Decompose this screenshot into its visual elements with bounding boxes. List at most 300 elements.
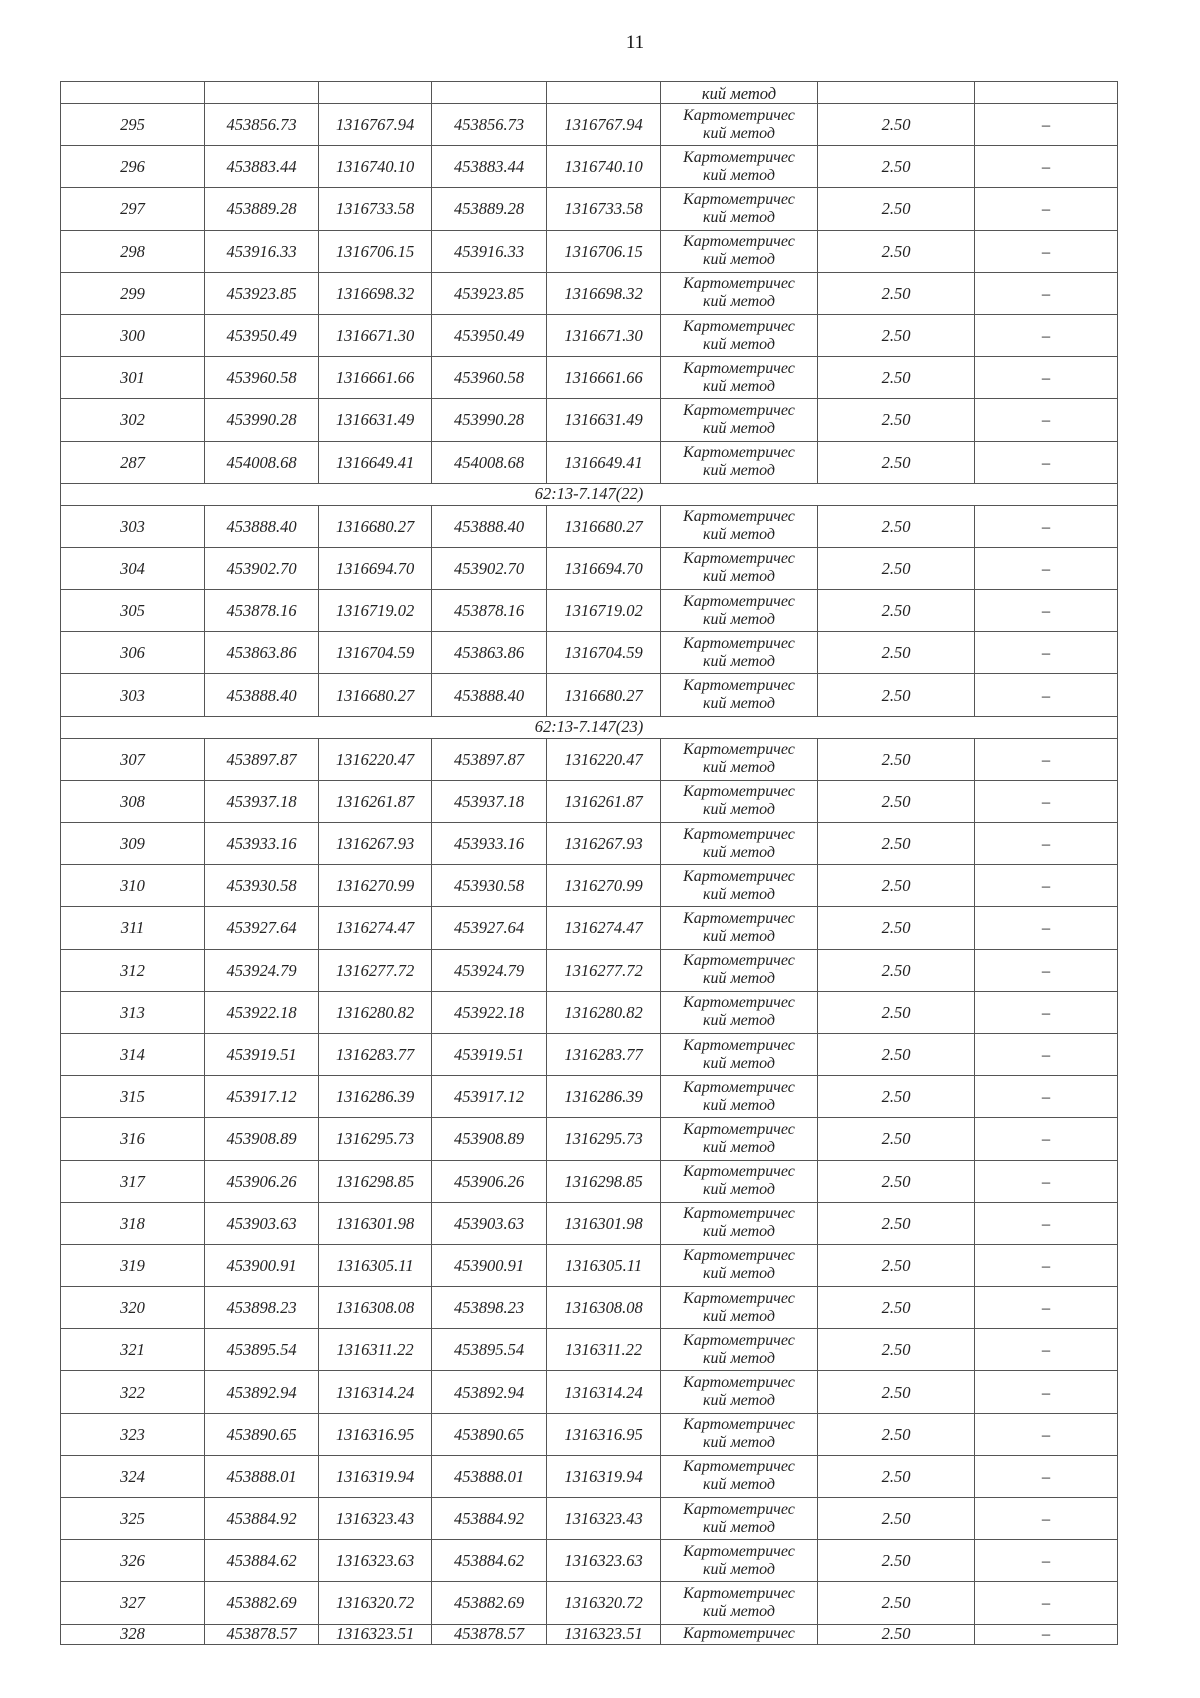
cell-method	[661, 1329, 818, 1371]
method-line-1: Картометричес	[683, 359, 795, 377]
method-line-1: Картометричес	[683, 677, 795, 695]
cell-x-existing: 453884.62	[205, 1540, 319, 1582]
cell-x-existing: 453883.44	[205, 146, 319, 188]
method-line-2: кий метод	[702, 1096, 776, 1114]
cell-method	[661, 1202, 818, 1244]
method-line-2: кий метод	[702, 526, 776, 544]
cell-method	[661, 1160, 818, 1202]
method-line-2: кий метод	[702, 166, 776, 184]
cell-x-refined: 453884.62	[432, 1540, 547, 1582]
cell-x-refined: 453923.85	[432, 272, 547, 314]
cell-method	[661, 104, 818, 146]
cell-point-number: 300	[61, 314, 205, 356]
cell-x-refined: 453960.58	[432, 357, 547, 399]
table-row	[61, 1455, 1118, 1497]
cell-accuracy: 2.50	[818, 230, 975, 272]
cell-y-existing: 1316719.02	[319, 590, 432, 632]
cell-point-number: 303	[61, 674, 205, 716]
cell-accuracy: 2.50	[818, 272, 975, 314]
cell-y-refined: 1316283.77	[547, 1033, 661, 1075]
cell-x-existing: 453927.64	[205, 907, 319, 949]
cell-x-refined: 453892.94	[432, 1371, 547, 1413]
cell-y-refined: 1316733.58	[547, 188, 661, 230]
cell-y-refined: 1316277.72	[547, 949, 661, 991]
method-line-2: кий метод	[702, 419, 776, 437]
cell-y-existing: 1316305.11	[319, 1244, 432, 1286]
cell-accuracy: 2.50	[818, 505, 975, 547]
cell-note: –	[975, 1329, 1118, 1371]
method-line-1: Картометричес	[683, 909, 795, 927]
cell-y-existing: 1316706.15	[319, 230, 432, 272]
cell-y-existing: 1316311.22	[319, 1329, 432, 1371]
cell-accuracy: 2.50	[818, 1287, 975, 1329]
cell-method	[661, 230, 818, 272]
cell-x-existing: 453890.65	[205, 1413, 319, 1455]
cell-y-existing: 1316680.27	[319, 505, 432, 547]
method-line-1: Картометричес	[683, 592, 795, 610]
cell-note: –	[975, 146, 1118, 188]
method-line-1: Картометричес	[683, 1458, 795, 1476]
method-line-1: Картометричес	[683, 317, 795, 335]
cell-y-refined: 1316767.94	[547, 104, 661, 146]
continuation-row	[61, 82, 1118, 104]
cell-method	[661, 738, 818, 780]
cell-note: –	[975, 1244, 1118, 1286]
cell-x-refined: 453922.18	[432, 991, 547, 1033]
cell-note: –	[975, 188, 1118, 230]
method-line-2: кий метод	[702, 1138, 776, 1156]
cell-y-existing: 1316320.72	[319, 1582, 432, 1624]
table-row	[61, 188, 1118, 230]
cell-accuracy: 2.50	[818, 865, 975, 907]
cell-x-refined: 453933.16	[432, 823, 547, 865]
cell-empty	[205, 82, 319, 104]
cell-note: –	[975, 1582, 1118, 1624]
cell-point-number: 308	[61, 780, 205, 822]
cell-y-existing: 1316671.30	[319, 314, 432, 356]
cell-y-existing: 1316704.59	[319, 632, 432, 674]
cell-method	[661, 1455, 818, 1497]
cell-method	[661, 780, 818, 822]
cell-accuracy: 2.50	[818, 674, 975, 716]
cell-x-existing: 453937.18	[205, 780, 319, 822]
cell-x-existing: 453930.58	[205, 865, 319, 907]
table-row	[61, 272, 1118, 314]
table-row	[61, 1624, 1118, 1644]
cell-point-number: 295	[61, 104, 205, 146]
cell-accuracy: 2.50	[818, 1244, 975, 1286]
cell-x-refined: 453937.18	[432, 780, 547, 822]
table-row	[61, 674, 1118, 716]
cell-method	[661, 632, 818, 674]
cell-note: –	[975, 1624, 1118, 1644]
cell-x-refined: 453863.86	[432, 632, 547, 674]
cell-x-existing: 453990.28	[205, 399, 319, 441]
cell-method	[661, 357, 818, 399]
cell-y-existing: 1316323.63	[319, 1540, 432, 1582]
method-line-2: кий метод	[702, 124, 776, 142]
cell-method	[661, 674, 818, 716]
cell-empty	[319, 82, 432, 104]
cell-y-refined: 1316311.22	[547, 1329, 661, 1371]
cell-x-existing: 453888.40	[205, 505, 319, 547]
cell-method	[661, 547, 818, 589]
cell-y-existing: 1316314.24	[319, 1371, 432, 1413]
cell-note: –	[975, 1076, 1118, 1118]
cell-note: –	[975, 823, 1118, 865]
method-line-1: Картометричес	[683, 1120, 795, 1138]
cell-x-existing: 453906.26	[205, 1160, 319, 1202]
cell-point-number: 322	[61, 1371, 205, 1413]
cell-point-number: 302	[61, 399, 205, 441]
cell-accuracy: 2.50	[818, 1455, 975, 1497]
cell-x-refined: 453903.63	[432, 1202, 547, 1244]
cell-method	[661, 1582, 818, 1624]
method-line-1: Картометричес	[683, 1205, 795, 1223]
method-line-1: Картометричес	[683, 1584, 795, 1602]
method-line-2: кий метод	[702, 1307, 776, 1325]
cell-empty	[818, 82, 975, 104]
cell-method	[661, 1118, 818, 1160]
cell-accuracy: 2.50	[818, 1033, 975, 1075]
cell-accuracy: 2.50	[818, 632, 975, 674]
cell-note: –	[975, 357, 1118, 399]
cell-note: –	[975, 1033, 1118, 1075]
cell-x-existing: 453916.33	[205, 230, 319, 272]
cell-x-refined: 453888.40	[432, 505, 547, 547]
cell-y-refined: 1316316.95	[547, 1413, 661, 1455]
table-row	[61, 1160, 1118, 1202]
method-line-2: кий метод	[702, 801, 776, 819]
table-row	[61, 1498, 1118, 1540]
section-header-row	[61, 716, 1118, 738]
cell-point-number: 327	[61, 1582, 205, 1624]
cell-accuracy: 2.50	[818, 1498, 975, 1540]
cell-point-number: 320	[61, 1287, 205, 1329]
cell-x-existing: 453922.18	[205, 991, 319, 1033]
method-line-1: Картометричес	[683, 275, 795, 293]
table-row	[61, 991, 1118, 1033]
cell-x-existing: 453878.57	[205, 1624, 319, 1644]
method-line-1: Картометричес	[683, 1036, 795, 1054]
cell-x-refined: 453898.23	[432, 1287, 547, 1329]
cell-y-refined: 1316280.82	[547, 991, 661, 1033]
page-number: 11	[625, 32, 645, 53]
cell-accuracy: 2.50	[818, 146, 975, 188]
cell-point-number: 321	[61, 1329, 205, 1371]
cell-y-refined: 1316261.87	[547, 780, 661, 822]
method-line-1: Картометричес	[683, 401, 795, 419]
method-line-2: кий метод	[702, 843, 776, 861]
method-line-1: Картометричес	[683, 783, 795, 801]
section-header-row	[61, 483, 1118, 505]
table-row	[61, 738, 1118, 780]
cell-x-existing: 453924.79	[205, 949, 319, 991]
table-row	[61, 1413, 1118, 1455]
table-row	[61, 1540, 1118, 1582]
method-line-1: Картометричес	[683, 148, 795, 166]
cell-x-refined: 453889.28	[432, 188, 547, 230]
cell-empty	[547, 82, 661, 104]
cell-x-existing: 453917.12	[205, 1076, 319, 1118]
cell-x-existing: 453923.85	[205, 272, 319, 314]
method-line-1: Картометричес	[683, 233, 795, 251]
cell-point-number: 304	[61, 547, 205, 589]
cell-method	[661, 272, 818, 314]
coordinates-table-body	[61, 82, 1118, 1645]
cell-note: –	[975, 632, 1118, 674]
cell-note: –	[975, 272, 1118, 314]
cell-x-refined: 453856.73	[432, 104, 547, 146]
table-row	[61, 865, 1118, 907]
method-line-1: Картометричес	[683, 508, 795, 526]
table-row	[61, 441, 1118, 483]
cell-note: –	[975, 907, 1118, 949]
method-line-2: кий метод	[702, 1392, 776, 1410]
cell-y-existing: 1316661.66	[319, 357, 432, 399]
section-label: 62:13-7.147(23)	[61, 716, 1118, 738]
method-line-2: кий метод	[702, 1602, 776, 1620]
cell-accuracy: 2.50	[818, 1624, 975, 1644]
cell-x-refined: 453916.33	[432, 230, 547, 272]
cell-y-existing: 1316323.43	[319, 1498, 432, 1540]
cell-accuracy: 2.50	[818, 907, 975, 949]
cell-empty	[61, 82, 205, 104]
cell-point-number: 325	[61, 1498, 205, 1540]
cell-x-refined: 453897.87	[432, 738, 547, 780]
cell-x-refined: 453888.40	[432, 674, 547, 716]
method-line-2: кий метод	[702, 1476, 776, 1494]
cell-method	[661, 1244, 818, 1286]
cell-x-existing: 453950.49	[205, 314, 319, 356]
cell-point-number: 315	[61, 1076, 205, 1118]
method-line-1: Картометричес	[683, 190, 795, 208]
cell-point-number: 299	[61, 272, 205, 314]
cell-y-existing: 1316631.49	[319, 399, 432, 441]
cell-method	[661, 1413, 818, 1455]
method-line-2: кий метод	[702, 652, 776, 670]
cell-x-refined: 453924.79	[432, 949, 547, 991]
cell-y-existing: 1316298.85	[319, 1160, 432, 1202]
table-row	[61, 314, 1118, 356]
cell-note: –	[975, 104, 1118, 146]
cell-y-refined: 1316320.72	[547, 1582, 661, 1624]
method-line-1: Картометричес	[683, 952, 795, 970]
cell-x-existing: 453919.51	[205, 1033, 319, 1075]
cell-x-refined: 454008.68	[432, 441, 547, 483]
method-line-2: кий метод	[702, 335, 776, 353]
cell-method	[661, 991, 818, 1033]
cell-method	[661, 505, 818, 547]
table-row	[61, 1582, 1118, 1624]
cell-x-existing: 453889.28	[205, 188, 319, 230]
cell-y-existing: 1316308.08	[319, 1287, 432, 1329]
table-row	[61, 1202, 1118, 1244]
cell-method	[661, 146, 818, 188]
cell-y-refined: 1316323.43	[547, 1498, 661, 1540]
cell-y-refined: 1316631.49	[547, 399, 661, 441]
method-line-1: Картометричес	[683, 1500, 795, 1518]
cell-y-refined: 1316319.94	[547, 1455, 661, 1497]
cell-note: –	[975, 1202, 1118, 1244]
cell-accuracy: 2.50	[818, 188, 975, 230]
cell-accuracy: 2.50	[818, 1329, 975, 1371]
cell-y-existing: 1316286.39	[319, 1076, 432, 1118]
cell-note: –	[975, 780, 1118, 822]
cell-accuracy: 2.50	[818, 1540, 975, 1582]
cell-empty	[975, 82, 1118, 104]
cell-y-existing: 1316270.99	[319, 865, 432, 907]
cell-x-existing: 453882.69	[205, 1582, 319, 1624]
cell-y-existing: 1316649.41	[319, 441, 432, 483]
cell-method	[661, 399, 818, 441]
table-row	[61, 949, 1118, 991]
cell-note: –	[975, 1540, 1118, 1582]
cell-note: –	[975, 590, 1118, 632]
cell-point-number: 316	[61, 1118, 205, 1160]
table-row	[61, 780, 1118, 822]
cell-point-number: 296	[61, 146, 205, 188]
method-line-2: кий метод	[702, 462, 776, 480]
cell-accuracy: 2.50	[818, 1582, 975, 1624]
cell-x-existing: 453900.91	[205, 1244, 319, 1286]
cell-y-refined: 1316220.47	[547, 738, 661, 780]
cell-y-refined: 1316649.41	[547, 441, 661, 483]
method-line-2: кий метод	[702, 1181, 776, 1199]
cell-x-existing: 453888.40	[205, 674, 319, 716]
cell-x-refined: 453950.49	[432, 314, 547, 356]
method-line-2: кий метод	[702, 1560, 776, 1578]
cell-note: –	[975, 1118, 1118, 1160]
cell-point-number: 317	[61, 1160, 205, 1202]
table-row	[61, 1076, 1118, 1118]
cell-accuracy: 2.50	[818, 1160, 975, 1202]
cell-x-refined: 453895.54	[432, 1329, 547, 1371]
cell-note: –	[975, 314, 1118, 356]
cell-x-refined: 453883.44	[432, 146, 547, 188]
cell-accuracy: 2.50	[818, 399, 975, 441]
cell-y-refined: 1316295.73	[547, 1118, 661, 1160]
method-line-2: кий метод	[702, 377, 776, 395]
cell-x-existing: 453888.01	[205, 1455, 319, 1497]
cell-note: –	[975, 674, 1118, 716]
table-row	[61, 1118, 1118, 1160]
cell-accuracy: 2.50	[818, 738, 975, 780]
cell-y-refined: 1316274.47	[547, 907, 661, 949]
table-row	[61, 907, 1118, 949]
method-line-2: кий метод	[702, 208, 776, 226]
cell-y-refined: 1316706.15	[547, 230, 661, 272]
method-line-1: Картометричес	[683, 444, 795, 462]
table-row	[61, 1244, 1118, 1286]
method-line-2: кий метод	[702, 1349, 776, 1367]
cell-x-existing: 453933.16	[205, 823, 319, 865]
cell-point-number: 312	[61, 949, 205, 991]
cell-y-refined: 1316286.39	[547, 1076, 661, 1118]
cell-y-refined: 1316301.98	[547, 1202, 661, 1244]
cell-note: –	[975, 1287, 1118, 1329]
method-line-1: Картометричес	[683, 634, 795, 652]
cell-y-refined: 1316680.27	[547, 505, 661, 547]
cell-x-refined: 453884.92	[432, 1498, 547, 1540]
cell-method	[661, 949, 818, 991]
cell-x-refined: 453927.64	[432, 907, 547, 949]
cell-x-refined: 453878.57	[432, 1624, 547, 1644]
cell-y-refined: 1316314.24	[547, 1371, 661, 1413]
cell-y-existing: 1316283.77	[319, 1033, 432, 1075]
cell-accuracy: 2.50	[818, 547, 975, 589]
cell-x-existing: 453856.73	[205, 104, 319, 146]
cell-x-refined: 453900.91	[432, 1244, 547, 1286]
cell-point-number: 309	[61, 823, 205, 865]
cell-method	[661, 823, 818, 865]
method-line-2: кий метод	[702, 927, 776, 945]
cell-y-refined: 1316267.93	[547, 823, 661, 865]
cell-x-refined: 453908.89	[432, 1118, 547, 1160]
method-line-2: кий метод	[702, 293, 776, 311]
method-line-1: Картометричес	[683, 1542, 795, 1560]
cell-accuracy: 2.50	[818, 104, 975, 146]
method-line-1: Картометричес	[683, 1416, 795, 1434]
cell-y-refined: 1316719.02	[547, 590, 661, 632]
cell-x-refined: 453919.51	[432, 1033, 547, 1075]
method-line-1: Картометричес	[683, 1163, 795, 1181]
table-row	[61, 1329, 1118, 1371]
cell-x-existing: 453898.23	[205, 1287, 319, 1329]
method-line-1: Картометричес	[683, 994, 795, 1012]
cell-point-number: 301	[61, 357, 205, 399]
method-line-1: Картометричес	[683, 1289, 795, 1307]
cell-note: –	[975, 738, 1118, 780]
cell-point-number: 328	[61, 1624, 205, 1644]
cell-point-number: 298	[61, 230, 205, 272]
cell-x-refined: 453878.16	[432, 590, 547, 632]
cell-x-refined: 453930.58	[432, 865, 547, 907]
cell-y-refined: 1316305.11	[547, 1244, 661, 1286]
table-row	[61, 146, 1118, 188]
cell-method	[661, 314, 818, 356]
cell-x-refined: 453882.69	[432, 1582, 547, 1624]
cell-note: –	[975, 399, 1118, 441]
method-line-2: кий метод	[702, 1054, 776, 1072]
cell-y-existing: 1316220.47	[319, 738, 432, 780]
cell-point-number: 313	[61, 991, 205, 1033]
cell-x-existing: 453903.63	[205, 1202, 319, 1244]
method-line-2: кий метод	[702, 251, 776, 269]
cell-accuracy: 2.50	[818, 1371, 975, 1413]
cell-x-existing: 453895.54	[205, 1329, 319, 1371]
cell-x-refined: 453902.70	[432, 547, 547, 589]
cell-method	[661, 1033, 818, 1075]
method-line-1: Картометричес	[683, 825, 795, 843]
cell-method	[661, 907, 818, 949]
cell-note: –	[975, 1160, 1118, 1202]
table-row	[61, 590, 1118, 632]
cell-point-number: 319	[61, 1244, 205, 1286]
cell-x-existing: 453863.86	[205, 632, 319, 674]
cell-method	[661, 1540, 818, 1582]
table-row	[61, 1287, 1118, 1329]
cell-x-existing: 453884.92	[205, 1498, 319, 1540]
cell-note: –	[975, 949, 1118, 991]
table-row	[61, 399, 1118, 441]
cell-note: –	[975, 991, 1118, 1033]
cell-point-number: 323	[61, 1413, 205, 1455]
cell-point-number: 311	[61, 907, 205, 949]
method-line-2: кий метод	[702, 1434, 776, 1452]
cell-y-refined: 1316298.85	[547, 1160, 661, 1202]
method-line-1: Картометричес	[683, 1247, 795, 1265]
